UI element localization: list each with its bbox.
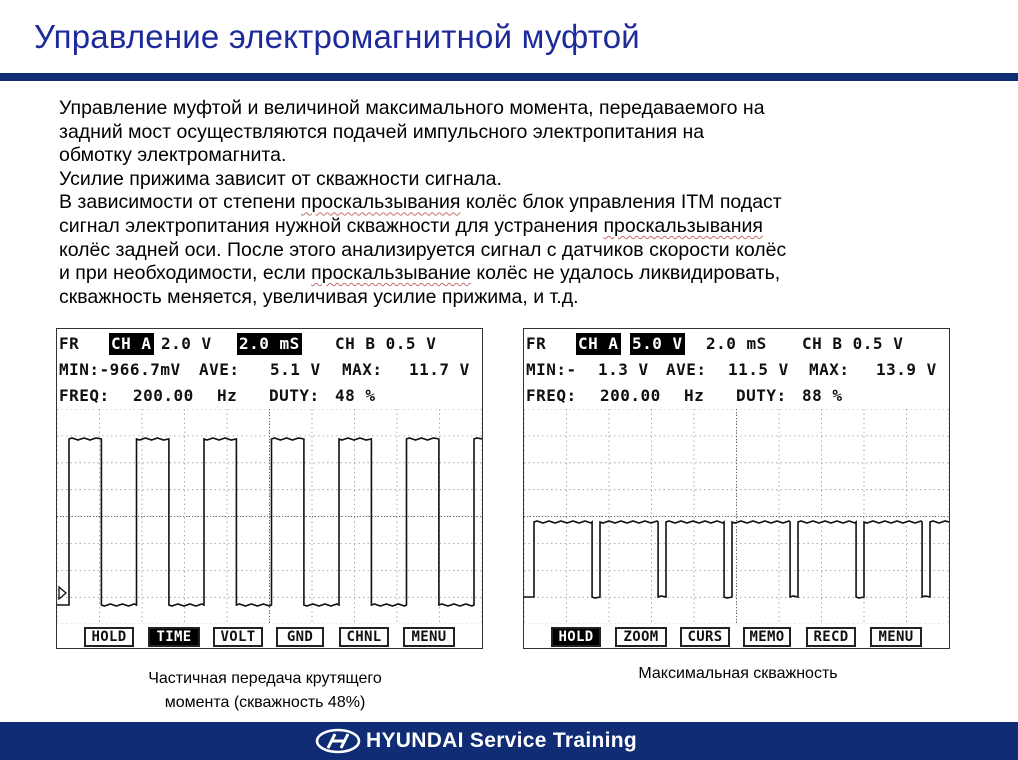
- max-label: MAX:: [342, 360, 383, 379]
- slide-title: Управление электромагнитной муфтой: [34, 18, 640, 55]
- max-readout: 13.9 V: [876, 360, 937, 379]
- ave-readout: 11.5 V: [728, 360, 789, 379]
- menu-button-volt[interactable]: VOLT: [213, 627, 263, 647]
- channel-a-badge: CH A: [578, 334, 619, 353]
- text-line: Усилие прижима зависит от скважности сигнала.: [59, 167, 502, 190]
- hz-unit: Hz: [684, 386, 705, 405]
- duty-readout: 88 %: [802, 386, 843, 405]
- menu-button-gnd[interactable]: GND: [276, 627, 324, 647]
- spellcheck-word: проскальзывания: [603, 214, 763, 237]
- freq-label: FREQ:: [526, 386, 577, 405]
- brand-training: Training: [552, 729, 637, 752]
- scope-header-row1: [524, 333, 949, 357]
- waveform-plot: [57, 409, 482, 624]
- caption-line: Частичная передача крутящего: [148, 670, 382, 687]
- scope-header-row2: [524, 359, 949, 383]
- ave-label: AVE:: [199, 360, 240, 379]
- brand-service: Service: [469, 729, 547, 752]
- footer-bar: [0, 722, 1018, 760]
- spellcheck-word: проскальзывания: [300, 191, 461, 214]
- freq-label: FREQ:: [59, 386, 110, 405]
- duty-label: DUTY:: [269, 386, 320, 405]
- min-label: MIN:-: [526, 360, 577, 379]
- scope-menu-bar: [57, 624, 482, 648]
- text-line: задний мост осуществляются подачей импульсного электропитания на: [59, 120, 705, 143]
- spellcheck-word: проскальзывание: [311, 262, 471, 285]
- channel-b-label: CH B 0.5 V: [802, 334, 904, 353]
- timebase-badge: 2.0 mS: [239, 334, 300, 353]
- text-line: колёс задней оси. После этого анализируется сигнал с датчиков скорости колёс: [59, 238, 787, 261]
- body-paragraph: [59, 97, 989, 309]
- text-line: В зависимости от степени проскальзывания колёс блок управления ITM подаст: [59, 191, 782, 214]
- menu-button-time[interactable]: TIME: [148, 627, 200, 647]
- text-line: сигнал электропитания нужной скважности для устранения проскальзывания: [59, 214, 763, 237]
- scope-header-row2: [57, 359, 482, 383]
- ave-label: AVE:: [666, 360, 707, 379]
- max-label: MAX:: [809, 360, 850, 379]
- freq-readout: 200.00: [600, 386, 661, 405]
- text-line: и при необходимости, если проскальзывание колёс не удалось ликвидировать,: [59, 262, 781, 285]
- caption-right: Максимальная скважность: [638, 665, 838, 682]
- text-line: скважность меняется, увеличивая усилие прижима, и т.д.: [59, 285, 579, 308]
- scope-header-row3: [524, 385, 949, 409]
- channel-a-badge: CH A: [111, 334, 152, 353]
- fr-label: FR: [526, 334, 547, 353]
- caption-left: [100, 667, 430, 715]
- hz-unit: Hz: [217, 386, 238, 405]
- title-divider: [0, 73, 1018, 81]
- menu-button-menu[interactable]: MENU: [403, 627, 455, 647]
- freq-readout: 200.00: [133, 386, 194, 405]
- ave-readout: 5.1 V: [270, 360, 321, 379]
- menu-button-hold[interactable]: HOLD: [551, 627, 601, 647]
- menu-button-menu[interactable]: MENU: [870, 627, 922, 647]
- channel-a-volt: 5.0 V: [632, 334, 683, 353]
- duty-label: DUTY:: [736, 386, 787, 405]
- menu-button-hold[interactable]: HOLD: [84, 627, 134, 647]
- oscilloscope-right: [523, 328, 950, 649]
- min-readout: 1.3 V: [598, 360, 649, 379]
- scope-header-row1: [57, 333, 482, 357]
- menu-button-chnl[interactable]: CHNL: [339, 627, 389, 647]
- menu-button-memo[interactable]: MEMO: [743, 627, 791, 647]
- max-readout: 11.7 V: [409, 360, 470, 379]
- fr-label: FR: [59, 334, 80, 353]
- text-line: Управление муфтой и величиной максимального момента, передаваемого на: [59, 97, 765, 119]
- text-line: обмотку электромагнита.: [59, 144, 287, 167]
- menu-button-recd[interactable]: RECD: [806, 627, 856, 647]
- scope-menu-bar: [524, 624, 949, 648]
- caption-line: момента (скважность 48%): [164, 694, 366, 711]
- footer-brand: [366, 729, 637, 753]
- waveform-plot: [524, 409, 949, 624]
- brand-name: HYUNDAI: [366, 729, 464, 752]
- menu-button-zoom[interactable]: ZOOM: [615, 627, 667, 647]
- min-readout: MIN:-966.7mV: [59, 360, 181, 379]
- duty-readout: 48 %: [335, 386, 376, 405]
- hyundai-logo-icon: [315, 728, 361, 754]
- channel-b-label: CH B 0.5 V: [335, 334, 437, 353]
- scope-header-row3: [57, 385, 482, 409]
- menu-button-curs[interactable]: CURS: [680, 627, 730, 647]
- timebase-label: 2.0 mS: [706, 334, 767, 353]
- oscilloscope-left: [56, 328, 483, 649]
- channel-a-volt: 2.0 V: [161, 334, 212, 353]
